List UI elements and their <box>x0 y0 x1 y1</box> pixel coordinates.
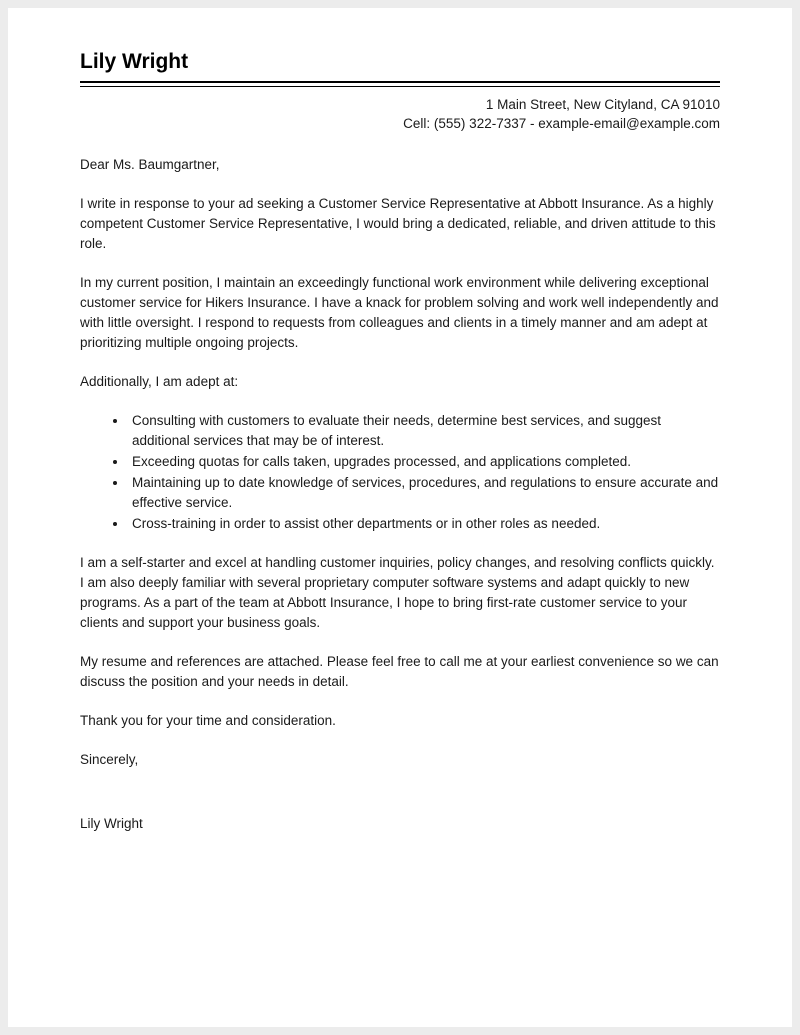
skill-bullet-item: • Exceeding quotas for calls taken, upgrades processed, and applications completed. <box>128 452 720 472</box>
skill-bullet-item: • Maintaining up to date knowledge of services, procedures, and regulations to ensure accurate and effective service. <box>128 473 720 513</box>
letter-author-name: Lily Wright <box>80 50 189 73</box>
header-divider <box>80 81 720 87</box>
paragraph-current-position: In my current position, I maintain an exceedingly functional work environment while delivering exceptional customer service for Hikers Insurance. I have a knack for problem solving and work well independently and with little oversight. I respond to requests from colleagues and clients in a timely manner and am adept at prioritizing multiple ongoing projects. <box>80 275 719 350</box>
paragraph-thank-you: Thank you for your time and consideration. <box>80 713 336 728</box>
paragraph-intro: I write in response to your ad seeking a Customer Service Representative at Abbott Insurance. As a highly competent Customer Service Representative, I would bring a dedicated, reliable, and driven attitude to this role. <box>80 196 716 251</box>
paragraph-self-starter: I am a self-starter and excel at handling customer inquiries, policy changes, and resolving conflicts quickly. I am also deeply familiar with several proprietary computer software systems and adapt quickly to new programs. As a part of the team at Abbott Insurance, I hope to bring first-rate customer service to your clients and support your business goals. <box>80 555 715 630</box>
skill-bullet-item: • Consulting with customers to evaluate their needs, determine best services, and suggest additional services that may be of interest. <box>128 411 720 451</box>
salutation: Dear Ms. Baumgartner, <box>80 157 220 172</box>
closing-salutation: Sincerely, <box>80 752 139 767</box>
phone-email-line: Cell: (555) 322-7337 - example-email@example.com <box>403 116 720 131</box>
contact-info-block <box>80 95 720 133</box>
skills-bullet-list <box>80 411 720 534</box>
skill-bullet-item: • Cross-training in order to assist other departments or in other roles as needed. <box>128 514 720 534</box>
street-address-line: 1 Main Street, New Cityland, CA 91010 <box>485 97 720 112</box>
cover-letter-page <box>8 8 792 1027</box>
paragraph-resume-attached: My resume and references are attached. Please feel free to call me at your earliest convenience so we can discuss the position and your needs in detail. <box>80 654 719 689</box>
paragraph-skills-lead-in: Additionally, I am adept at: <box>80 374 239 389</box>
signature-name: Lily Wright <box>80 816 143 831</box>
letter-body <box>80 155 720 834</box>
